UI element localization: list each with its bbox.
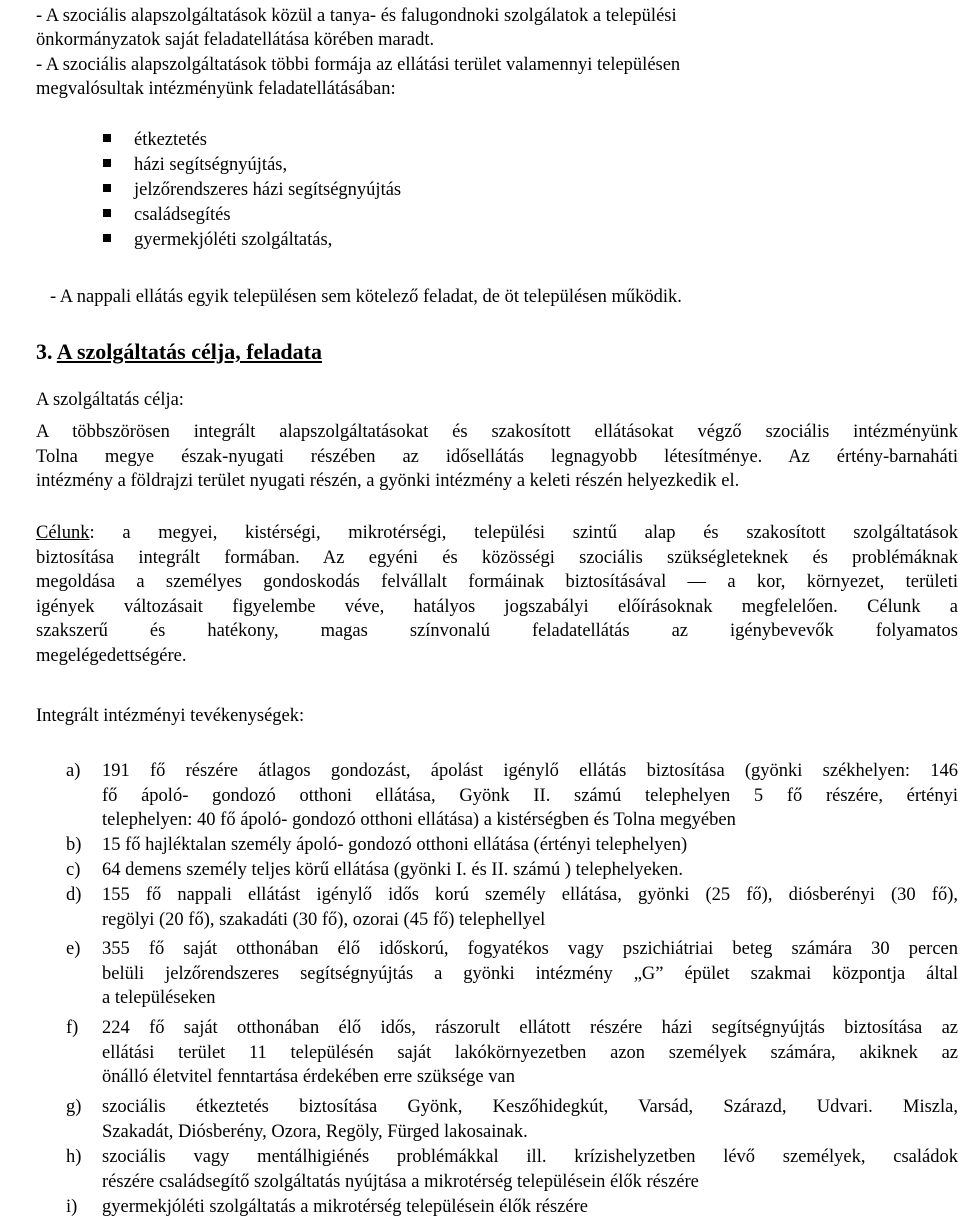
paragraph-line: intézmény a földrajzi terület nyugati részén, a gyönki intézmény a keleti részén helyezkedik el. [36,471,740,491]
service-item: jelzőrendszeres házi segítségnyújtás [134,180,402,200]
square-bullet-icon [103,234,111,242]
paragraph-line: Célunk: a megyei, kistérségi, mikrotérségi, települési szintű alap és szakosított szolgáltatások [36,523,958,543]
list-item: 64 demens személy teljes körű ellátása (gyönki I. és II. számú ) telephelyeken. [102,860,684,880]
list-letter: d) [66,885,82,905]
service-item: házi segítségnyújtás, [134,155,288,175]
paragraph-2 [36,521,958,668]
list-letter: i) [66,1197,78,1217]
paragraph-line: A többszörösen integrált alapszolgáltatásokat és szakosított ellátásokat végző szociális intézményünk [36,422,958,442]
section-number: 3. [36,339,53,364]
activities-title: Integrált intézményi tevékenységek: [36,706,305,726]
service-item: családsegítés [134,205,231,225]
paragraph-line: Tolna megye észak-nyugati részében az idősellátás legnagyobb létesítménye. Az értény-barnaháti [36,446,958,467]
list-letter: f) [66,1018,79,1038]
service-item: étkeztetés [134,130,207,150]
intro-line-1: - A szociális alapszolgáltatások közül a tanya- és falugondnoki szolgálatok a települési [36,6,677,26]
list-item: szociális étkeztetés biztosítása Gyönk, Keszőhidegkút, Varsád, Szárazd, Udvari. Miszla, Szakadát, Diósberény, Ozora, Regöly, Fürged lakosainak. [102,1097,958,1142]
paragraph-line: biztosítása integrált formában. Az egyéni és közösségi szociális szükségleteknek és problémáknak [36,547,958,568]
intro-line-3: - A szociális alapszolgáltatások többi formája az ellátási terület valamennyi településen [36,55,681,75]
list-letter: b) [66,835,82,855]
list-item: gyermekjóléti szolgáltatás a mikrotérség településein élők részére [102,1197,588,1217]
square-bullet-icon [103,209,111,217]
section-heading [36,339,322,365]
square-bullet-icon [103,159,111,167]
list-item: 15 fő hajléktalan személy ápoló- gondozó otthoni ellátása (értényi telephelyen) [102,835,688,855]
intro-line-4: megvalósultak intézményünk feladatellátásában: [36,79,396,99]
paragraph-line: megelégedettségére. [36,645,187,666]
paragraph-line: szakszerű és hatékony, magas színvonalú feladatellátás az igénybevevők folyamatos [36,621,958,641]
list-letter: c) [66,860,81,880]
list-letter: e) [66,939,81,959]
list-letter: g) [66,1097,82,1117]
paragraph-line: megoldása a személyes gondoskodás felvállalt formáinak biztosításával ― a kor, környezet, területi [36,572,958,592]
list-item: 155 fő nappali ellátást igénylő idős korú személy ellátása, gyönki (25 fő), diósberényi (30 fő), regölyi (20 fő), szakadáti (30 fő), ozorai (45 fő) telephellyel [102,885,958,930]
list-item: szociális vagy mentálhigiénés problémákkal ill. krízishelyzetben lévő személyek, családok részére családsegítő szolgáltatás nyújtása a mikrotérség településein élők részére [102,1147,958,1192]
goal-label: Célunk [36,523,90,543]
intro-line-2: önkormányzatok saját feladatellátása körében maradt. [36,30,435,50]
note-line: - A nappali ellátás egyik településen sem kötelező feladat, de öt településen működik. [50,287,682,307]
paragraph-line: igények változásait figyelembe véve, hatályos jogszabályi előírásoknak megfelelően. Célunk a [36,596,958,617]
paragraph-1 [36,420,958,494]
list-item: 224 fő saját otthonában élő idős, rászorult ellátott részére házi segítségnyújtás biztosítása az ellátási terület 11 településén saját lakókörnyezetben azon személyek számára, akiknek az önálló életvitel fenntartása érdekében erre szüksége van [102,1018,958,1087]
list-item: 191 fő részére átlagos gondozást, ápolást igénylő ellátás biztosítása (gyönki székhelyen: 146 fő ápoló- gondozó otthoni ellátása, Gyönk II. számú telephelyen 5 fő részére, értényi telephelyen: 40 fő ápoló- gondozó otthoni ellátása) a kistérségben és Tolna megyében [102,761,958,830]
list-item: 355 fő saját otthonában élő időskorú, fogyatékos vagy pszichiátriai beteg számára 30 percen belüli jelzőrendszeres segítségnyújtás a gyönki intézmény „G” épület szakmai központja által a településeken [102,939,958,1008]
list-letter: a) [66,761,81,781]
section-subtitle: A szolgáltatás célja: [36,390,184,410]
section-title: A szolgáltatás célja, feladata [56,339,322,364]
square-bullet-icon [103,134,111,142]
service-item: gyermekjóléti szolgáltatás, [134,230,333,250]
square-bullet-icon [103,184,111,192]
list-letter: h) [66,1147,82,1167]
